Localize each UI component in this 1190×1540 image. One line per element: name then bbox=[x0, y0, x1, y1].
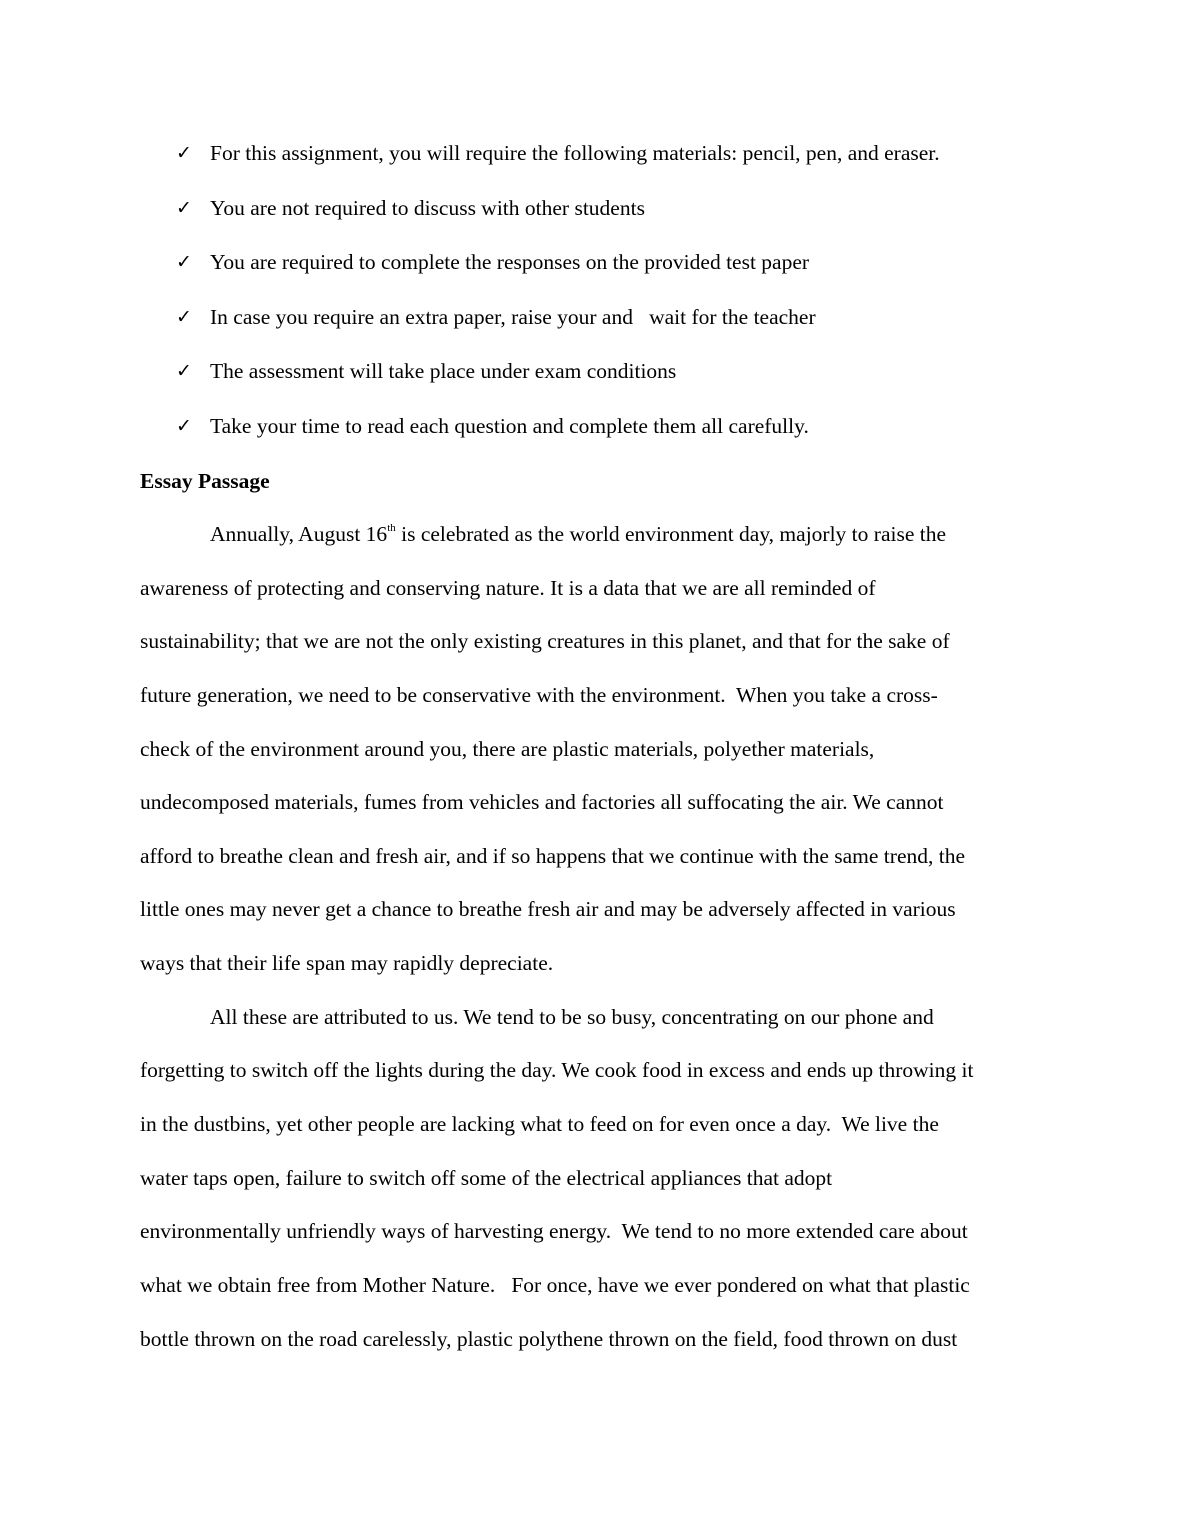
paragraph-line: undecomposed materials, fumes from vehicles and factories all suffocating the air. We cannot bbox=[140, 790, 944, 815]
paragraph-line: ways that their life span may rapidly depreciate. bbox=[140, 951, 554, 976]
instruction-text: In case you require an extra paper, raise your and wait for the teacher bbox=[210, 304, 816, 329]
instruction-text: You are required to complete the responses on the provided test paper bbox=[210, 250, 810, 275]
essay-passage bbox=[140, 508, 1052, 1366]
checkmark-icon: ✓ bbox=[176, 414, 192, 437]
instruction-item bbox=[140, 235, 1060, 290]
instruction-item bbox=[140, 344, 1060, 399]
instruction-checklist bbox=[140, 126, 1060, 454]
instruction-item bbox=[140, 399, 1060, 454]
paragraph-line: what we obtain free from Mother Nature. For once, have we ever pondered on what that plastic bbox=[140, 1272, 970, 1297]
checkmark-icon: ✓ bbox=[176, 251, 192, 274]
instruction-text: The assessment will take place under exam conditions bbox=[210, 359, 677, 384]
instruction-item bbox=[140, 181, 1060, 236]
instruction-text: You are not required to discuss with other students bbox=[210, 195, 645, 220]
paragraph-line: bottle thrown on the road carelessly, plastic polythene thrown on the field, food thrown on dust bbox=[140, 1326, 958, 1351]
paragraph-line-text: is celebrated as the world environment day, majorly to raise the bbox=[395, 522, 947, 546]
checkmark-icon: ✓ bbox=[176, 360, 192, 383]
instruction-text: Take your time to read each question and complete them all carefully. bbox=[210, 413, 809, 438]
checkmark-icon: ✓ bbox=[176, 305, 192, 328]
paragraph-line: afford to breathe clean and fresh air, and if so happens that we continue with the same trend, the bbox=[140, 843, 965, 868]
paragraph-line: awareness of protecting and conserving nature. It is a data that we are all reminded of bbox=[140, 575, 876, 600]
instruction-text: For this assignment, you will require the following materials: pencil, pen, and eraser. bbox=[210, 141, 940, 165]
paragraph-line: forgetting to switch off the lights during the day. We cook food in excess and ends up throwing it bbox=[140, 1058, 974, 1083]
essay-paragraph-1 bbox=[140, 508, 1052, 991]
paragraph-line: environmentally unfriendly ways of harvesting energy. We tend to no more extended care about bbox=[140, 1219, 968, 1244]
instruction-item bbox=[140, 290, 1060, 345]
paragraph-line bbox=[140, 508, 1052, 562]
checkmark-icon: ✓ bbox=[176, 142, 192, 164]
paragraph-line: in the dustbins, yet other people are lacking what to feed on for even once a day. We live the bbox=[140, 1112, 939, 1137]
paragraph-line: All these are attributed to us. We tend to be so busy, concentrating on our phone and bbox=[210, 1004, 934, 1029]
section-heading: Essay Passage bbox=[140, 469, 270, 493]
paragraph-line: water taps open, failure to switch off some of the electrical appliances that adopt bbox=[140, 1165, 833, 1190]
paragraph-line: future generation, we need to be conservative with the environment. When you take a cross- bbox=[140, 682, 938, 707]
checkmark-icon: ✓ bbox=[176, 196, 192, 219]
paragraph-lead: Annually, August 16 bbox=[210, 522, 388, 546]
essay-paragraph-2 bbox=[140, 991, 1052, 1366]
paragraph-line: sustainability; that we are not the only existing creatures in this planet, and that for the sake of bbox=[140, 629, 950, 654]
paragraph-line: little ones may never get a chance to breathe fresh air and may be adversely affected in various bbox=[140, 897, 956, 922]
ordinal-superscript: th bbox=[387, 522, 396, 534]
paragraph-line: check of the environment around you, there are plastic materials, polyether materials, bbox=[140, 736, 875, 761]
instruction-item bbox=[140, 126, 1060, 181]
